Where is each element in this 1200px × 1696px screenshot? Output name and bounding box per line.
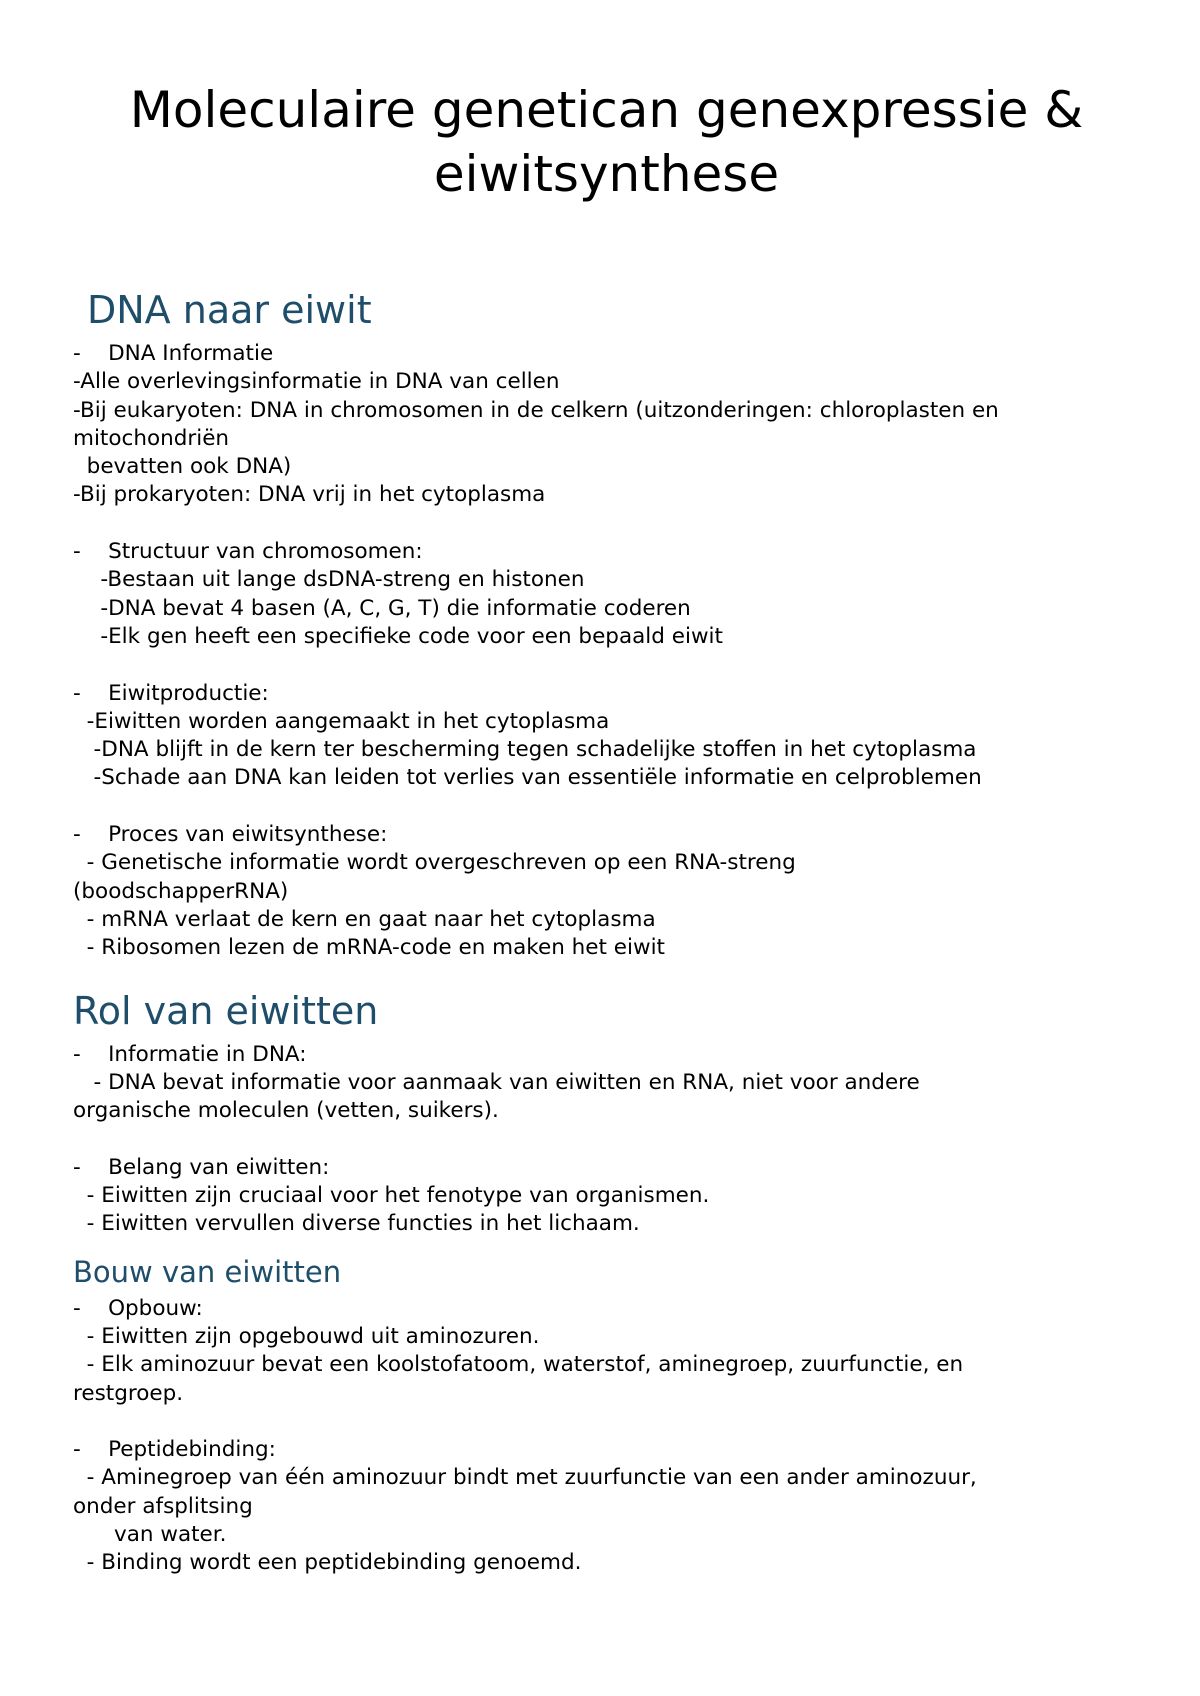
list-item: restgroep. [73, 1380, 184, 1406]
list-item: onder afsplitsing [73, 1493, 253, 1519]
list-item: -Schade aan DNA kan leiden tot verlies van essentiële informatie en celproblemen [73, 765, 982, 791]
list-item: -DNA bevat 4 basen (A, C, G, T) die informatie coderen [73, 595, 691, 621]
list-item: - Binding wordt een peptidebinding genoemd. [73, 1550, 582, 1576]
list-structuur-chromosomen [73, 538, 1140, 651]
list-item: - Belang van eiwitten: [73, 1154, 330, 1180]
list-item: - DNA Informatie [73, 341, 274, 366]
title-line-1: Moleculaire genetican genexpressie & [129, 81, 1084, 139]
list-peptidebinding [73, 1436, 1140, 1577]
list-item: - Eiwitten zijn cruciaal voor het fenotype van organismen. [73, 1183, 710, 1209]
list-item: -Bij prokaryoten: DNA vrij in het cytoplasma [73, 482, 546, 508]
list-opbouw [73, 1295, 1140, 1408]
list-dna-informatie [73, 340, 1140, 510]
list-item: -Alle overlevingsinformatie in DNA van cellen [73, 369, 560, 395]
list-eiwitproductie [73, 680, 1140, 793]
list-item: - Opbouw: [73, 1295, 203, 1321]
list-item: -DNA blijft in de kern ter bescherming tegen schadelijke stoffen in het cytoplasma [73, 737, 977, 763]
document-title [73, 78, 1140, 206]
list-item: - Eiwitten vervullen diverse functies in het lichaam. [73, 1211, 640, 1237]
list-item: -Eiwitten worden aangemaakt in het cytoplasma [73, 708, 610, 734]
list-item: -Bij eukaryoten: DNA in chromosomen in de celkern (uitzonderingen: chloroplasten en [73, 397, 999, 423]
list-item: - Informatie in DNA: [73, 1041, 307, 1067]
list-item: mitochondriën [73, 425, 230, 451]
list-informatie-in-dna [73, 1041, 1140, 1126]
list-proces-eiwitsynthese [73, 821, 1140, 962]
list-belang-eiwitten [73, 1154, 1140, 1239]
heading-dna-naar-eiwit: DNA naar eiwit [87, 288, 372, 332]
list-item: - mRNA verlaat de kern en gaat naar het cytoplasma [73, 906, 656, 932]
list-item: - Ribosomen lezen de mRNA-code en maken het eiwit [73, 935, 665, 961]
spacer [73, 206, 1140, 286]
list-item: (boodschapperRNA) [73, 878, 289, 904]
list-item: organische moleculen (vetten, suikers). [73, 1098, 499, 1124]
title-line-2: eiwitsynthese [433, 145, 780, 203]
list-item: -Elk gen heeft een specifieke code voor een bepaald eiwit [73, 623, 723, 649]
list-item: - Elk aminozuur bevat een koolstofatoom, waterstof, aminegroep, zuurfunctie, en [73, 1352, 964, 1378]
list-item: bevatten ook DNA) [73, 454, 292, 480]
list-item: - Peptidebinding: [73, 1437, 276, 1463]
list-item: - Aminegroep van één aminozuur bindt met zuurfunctie van een ander aminozuur, [73, 1465, 977, 1491]
list-item: - Eiwitten zijn opgebouwd uit aminozuren. [73, 1323, 540, 1349]
list-item: - DNA bevat informatie voor aanmaak van eiwitten en RNA, niet voor andere [73, 1069, 920, 1095]
list-item: - Proces van eiwitsynthese: [73, 822, 388, 848]
heading-bouw-van-eiwitten: Bouw van eiwitten [73, 1254, 342, 1289]
list-item: -Bestaan uit lange dsDNA-streng en histonen [73, 567, 585, 593]
heading-rol-van-eiwitten: Rol van eiwitten [73, 988, 379, 1033]
list-item: - Structuur van chromosomen: [73, 539, 423, 565]
list-item: van water. [73, 1521, 227, 1547]
list-item: - Genetische informatie wordt overgeschreven op een RNA-streng [73, 850, 796, 876]
list-item: - Eiwitproductie: [73, 680, 269, 706]
